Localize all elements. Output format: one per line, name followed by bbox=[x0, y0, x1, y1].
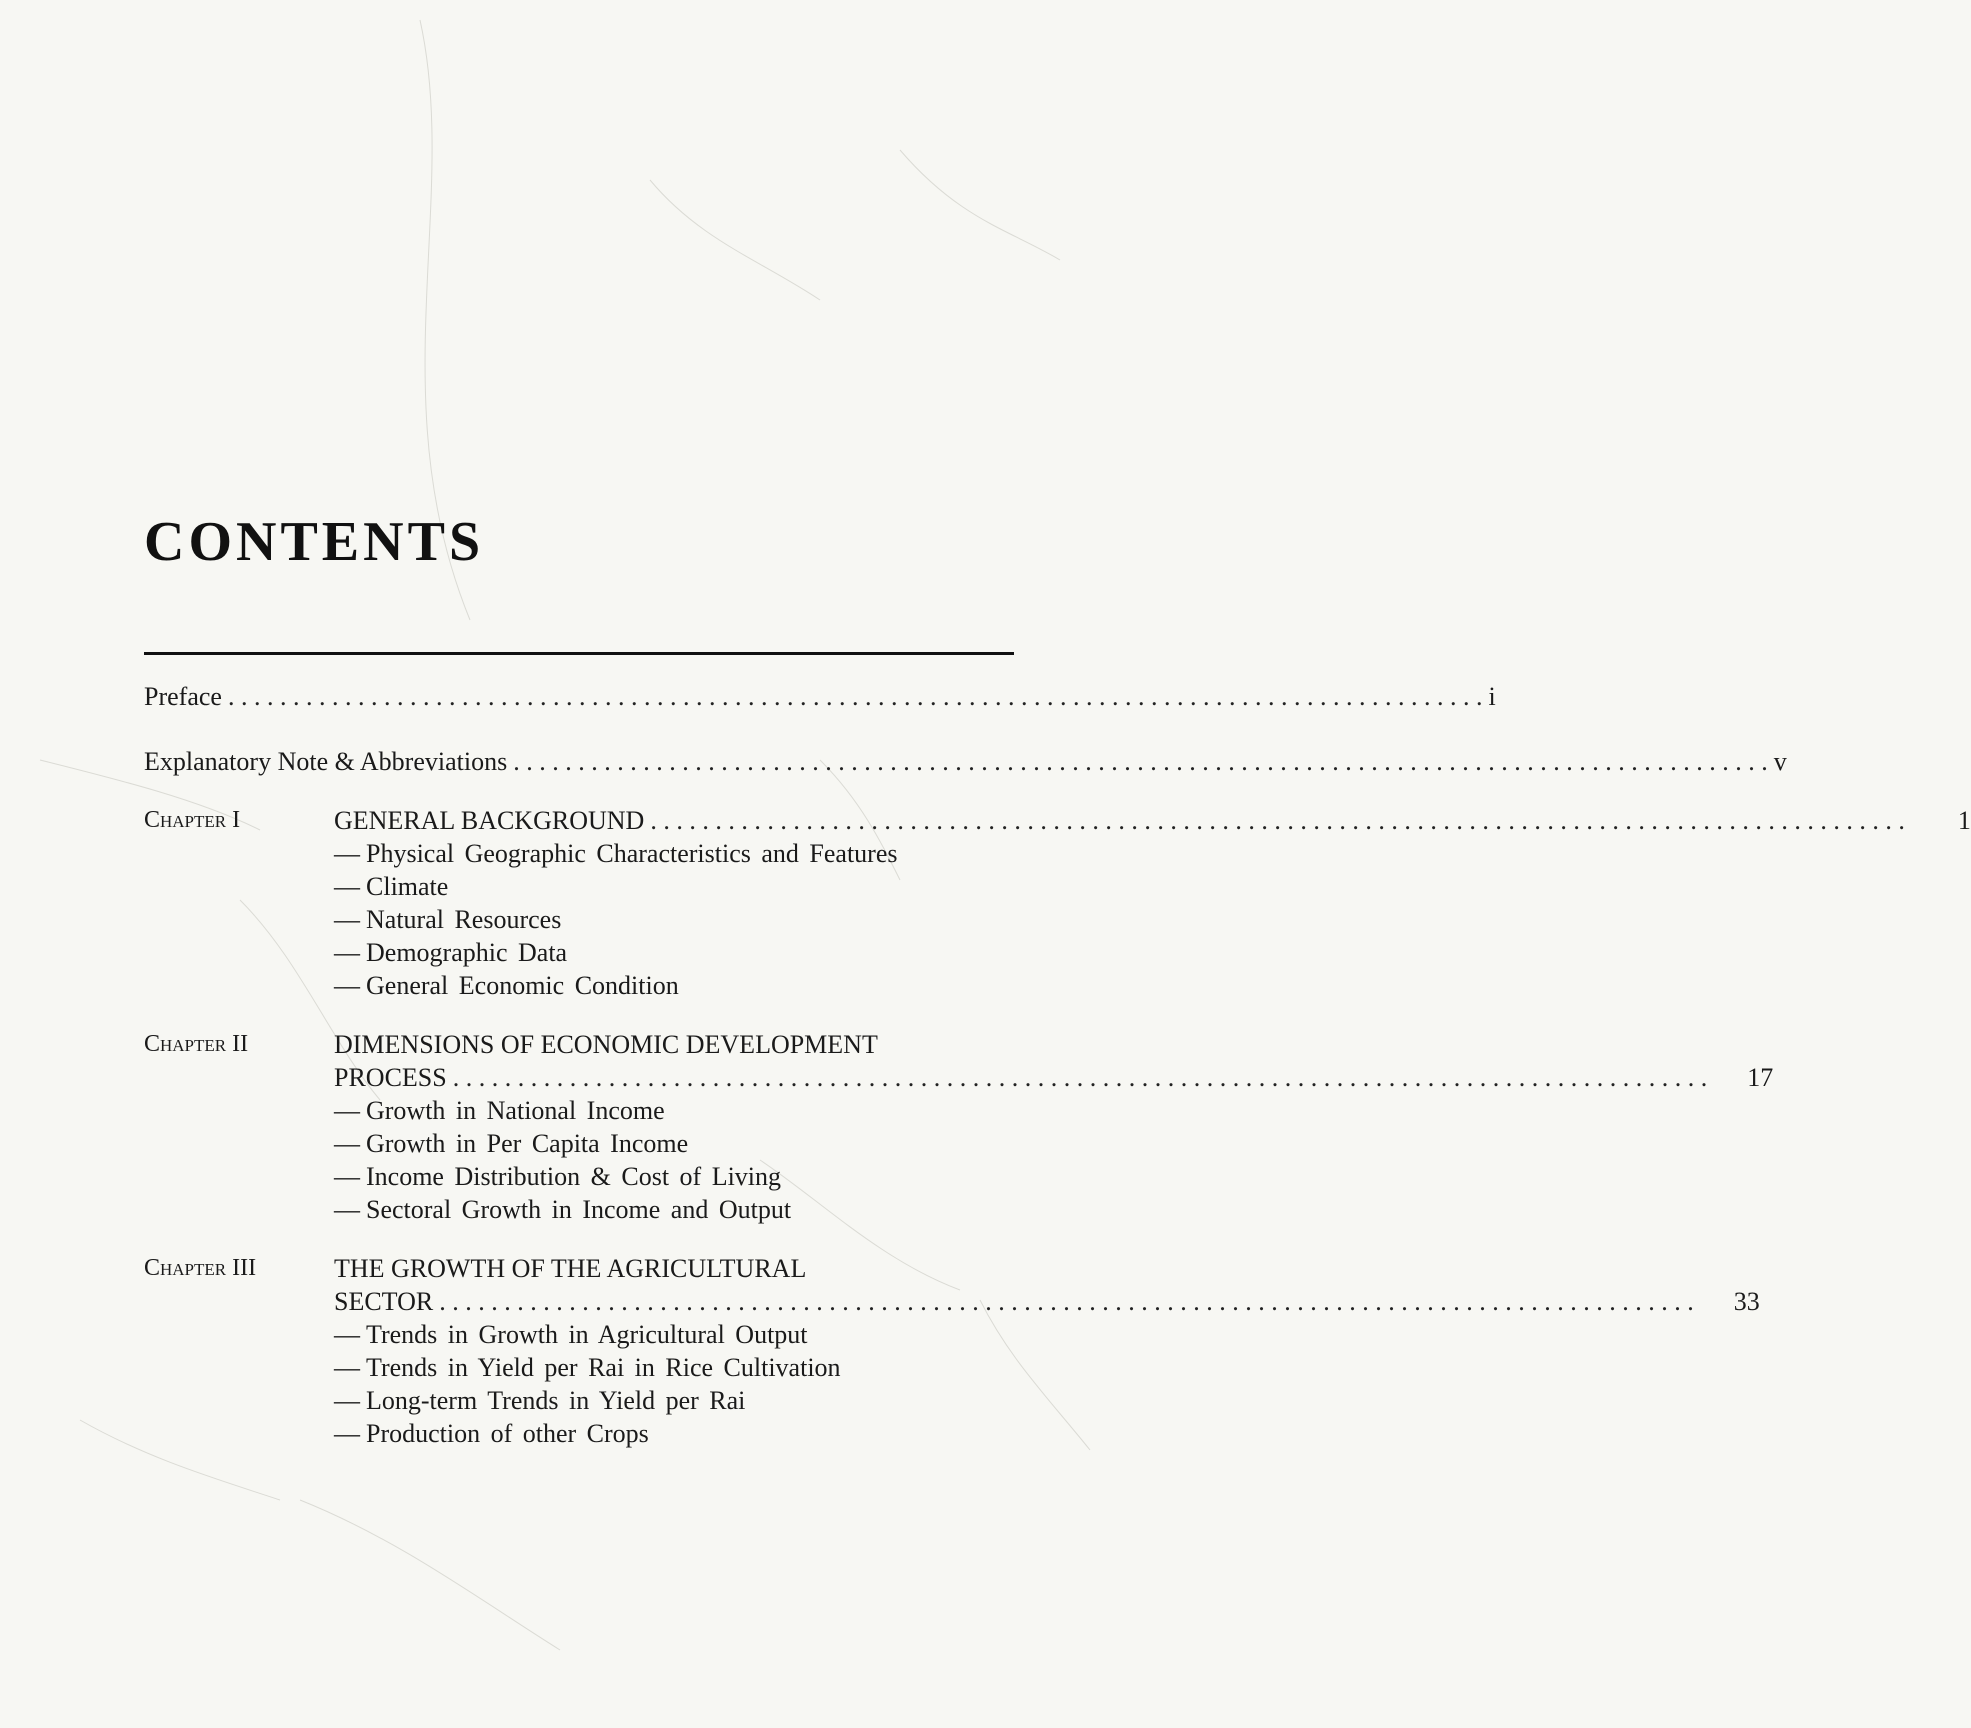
dash-marker: — bbox=[334, 1419, 360, 1448]
subsection-text: Production of other Crops bbox=[366, 1419, 649, 1448]
subsection-item[interactable] bbox=[334, 837, 926, 870]
dash-marker: — bbox=[334, 1162, 360, 1191]
leader-dots bbox=[513, 745, 1768, 778]
subsection-item[interactable] bbox=[334, 969, 926, 1002]
chapter-title-first-line bbox=[334, 1252, 1760, 1285]
chapter-title-line bbox=[334, 1285, 1760, 1318]
subsection-item[interactable] bbox=[334, 936, 926, 969]
chapter-title: THE GROWTH OF THE AGRICULTURAL bbox=[334, 1254, 807, 1283]
leader-dots bbox=[650, 804, 1905, 837]
subsection-item[interactable] bbox=[334, 1351, 926, 1384]
dash-marker: — bbox=[334, 1353, 360, 1382]
subsection-text: Income Distribution & Cost of Living bbox=[366, 1162, 782, 1191]
chapter-body bbox=[334, 1028, 1773, 1226]
subsection-item[interactable] bbox=[334, 1127, 926, 1160]
subsection-text: Climate bbox=[366, 872, 449, 901]
dash-marker: — bbox=[334, 1386, 360, 1415]
chapter-title: GENERAL BACKGROUND bbox=[334, 806, 645, 835]
subsection-item[interactable] bbox=[334, 1384, 926, 1417]
chapter-body bbox=[334, 1252, 1760, 1450]
subsection-text: Physical Geographic Characteristics and Features bbox=[366, 839, 898, 868]
toc-chapter-3[interactable] bbox=[144, 1252, 1760, 1450]
dash-marker: — bbox=[334, 1195, 360, 1224]
toc-page-number: 1 bbox=[1957, 806, 1971, 835]
chapter-title-first-line bbox=[334, 1028, 1773, 1061]
subsection-text: Natural Resources bbox=[366, 905, 562, 934]
dash-marker: — bbox=[334, 839, 360, 868]
subsection-text: Sectoral Growth in Income and Output bbox=[366, 1195, 792, 1224]
toc-page-number: 33 bbox=[1733, 1287, 1760, 1316]
dash-marker: — bbox=[334, 905, 360, 934]
chapter-body bbox=[334, 804, 1971, 1002]
subsection-item[interactable] bbox=[334, 903, 926, 936]
subsection-item[interactable] bbox=[334, 1417, 926, 1450]
toc-entry-preface[interactable] bbox=[144, 680, 1496, 713]
subsection-text: Trends in Growth in Agricultural Output bbox=[366, 1320, 808, 1349]
subsection-item[interactable] bbox=[334, 1318, 926, 1351]
title-rule bbox=[144, 652, 1014, 655]
chapter-subsections bbox=[334, 1094, 1773, 1226]
chapter-title-line bbox=[334, 804, 1971, 837]
toc-entry-label: Explanatory Note & Abbreviations bbox=[144, 747, 508, 776]
chapter-label: Chapter I bbox=[144, 807, 241, 833]
chapter-title-continued: PROCESS bbox=[334, 1063, 447, 1092]
toc-entry-explanatory-note[interactable] bbox=[144, 745, 1787, 778]
toc-page-number: 17 bbox=[1747, 1063, 1774, 1092]
subsection-item[interactable] bbox=[334, 1094, 926, 1127]
chapter-label: Chapter II bbox=[144, 1031, 249, 1057]
dash-marker: — bbox=[334, 971, 360, 1000]
subsection-item[interactable] bbox=[334, 1193, 926, 1226]
leader-dots bbox=[228, 680, 1483, 713]
dash-marker: — bbox=[334, 938, 360, 967]
toc-chapter-1[interactable] bbox=[144, 804, 1971, 1002]
toc-entries bbox=[144, 680, 1971, 1450]
subsection-item[interactable] bbox=[334, 870, 926, 903]
dash-marker: — bbox=[334, 1096, 360, 1125]
toc-entry-label: Preface bbox=[144, 682, 222, 711]
chapter-title-line bbox=[334, 1061, 1773, 1094]
subsection-text: Trends in Yield per Rai in Rice Cultivation bbox=[366, 1353, 841, 1382]
toc-chapter-2[interactable] bbox=[144, 1028, 1774, 1226]
toc-page-number: i bbox=[1488, 682, 1496, 711]
subsection-item[interactable] bbox=[334, 1160, 926, 1193]
subsection-text: Long-term Trends in Yield per Rai bbox=[366, 1386, 746, 1415]
chapter-subsections bbox=[334, 837, 1971, 1002]
leader-dots bbox=[439, 1285, 1694, 1318]
dash-marker: — bbox=[334, 1129, 360, 1158]
subsection-text: Growth in Per Capita Income bbox=[366, 1129, 689, 1158]
chapter-title-continued: SECTOR bbox=[334, 1287, 434, 1316]
chapter-title: DIMENSIONS OF ECONOMIC DEVELOPMENT bbox=[334, 1030, 878, 1059]
toc-page-number: v bbox=[1773, 747, 1787, 776]
dash-marker: — bbox=[334, 1320, 360, 1349]
subsection-text: General Economic Condition bbox=[366, 971, 679, 1000]
chapter-subsections bbox=[334, 1318, 1760, 1450]
page-title: CONTENTS bbox=[144, 511, 485, 573]
dash-marker: — bbox=[334, 872, 360, 901]
subsection-text: Demographic Data bbox=[366, 938, 568, 967]
subsection-text: Growth in National Income bbox=[366, 1096, 665, 1125]
chapter-label: Chapter III bbox=[144, 1255, 257, 1281]
leader-dots bbox=[453, 1061, 1708, 1094]
